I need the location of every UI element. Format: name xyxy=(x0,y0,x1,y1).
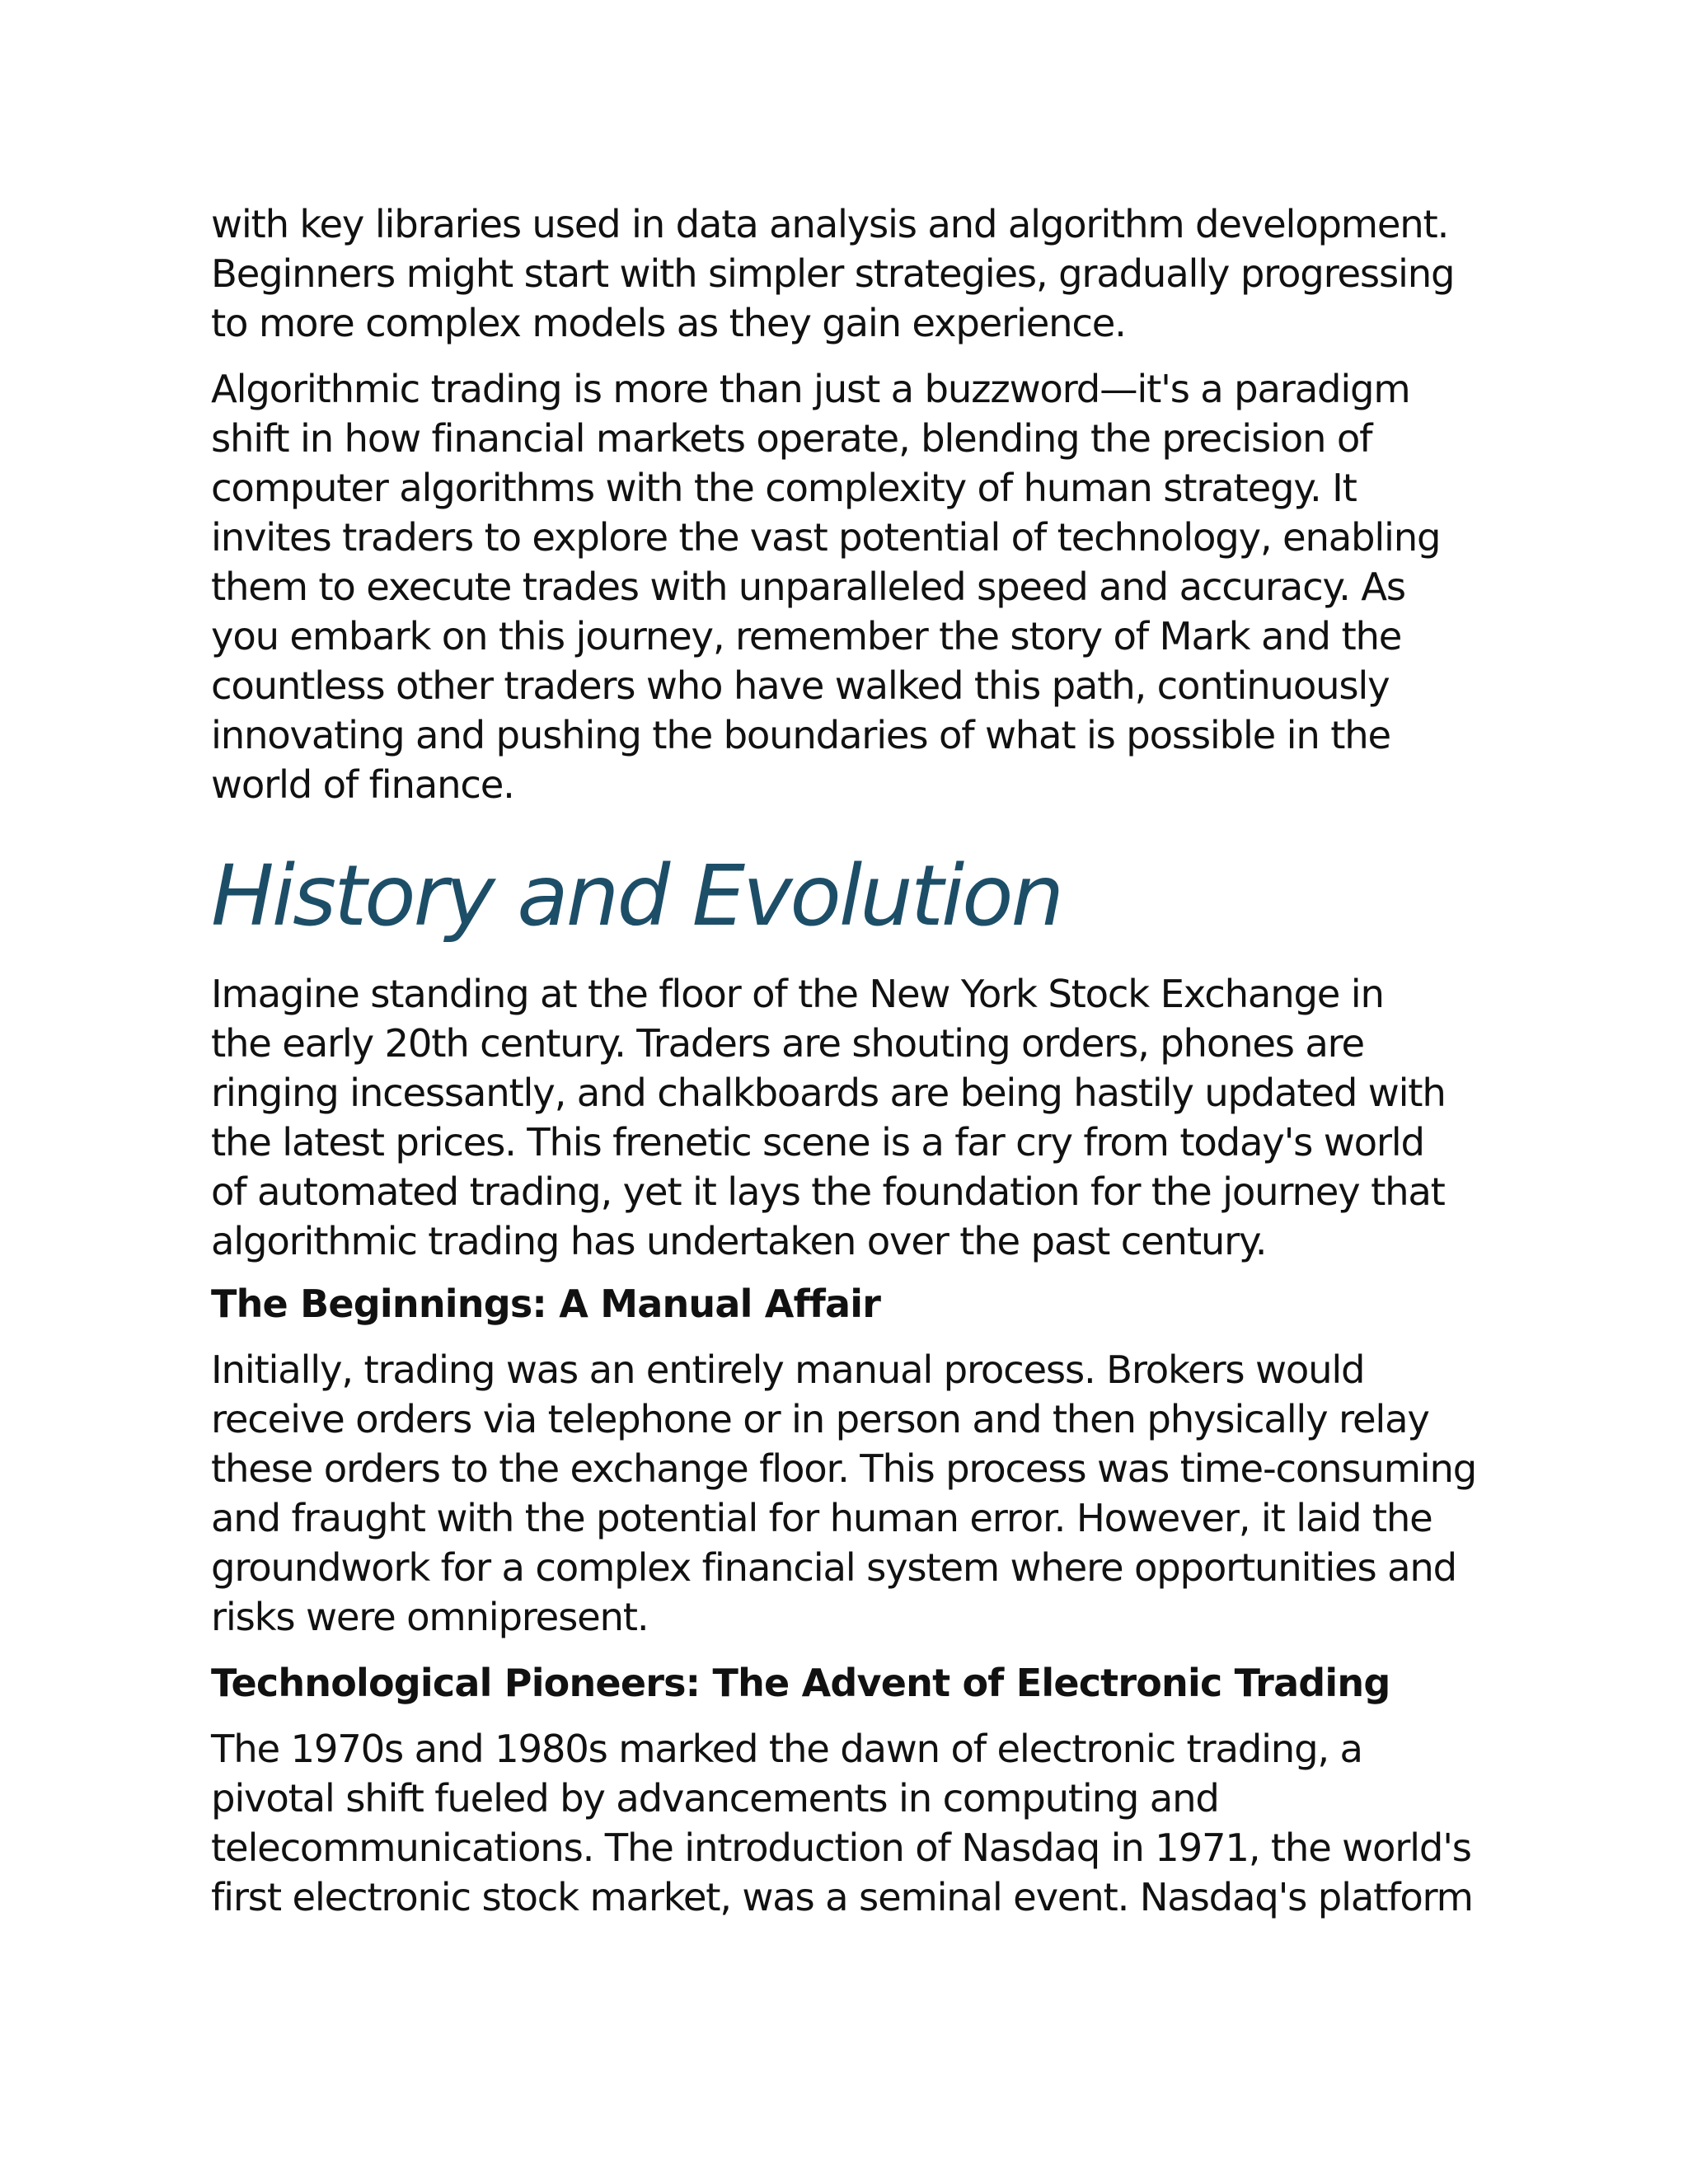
text-line: Beginners might start with simpler strategies, gradually progressing xyxy=(211,251,1455,296)
text-line: telecommunications. The introduction of Nasdaq in 1971, the world's xyxy=(211,1825,1471,1870)
paragraph-algorithmic-trading xyxy=(211,364,1497,809)
paragraph-electronic-trading xyxy=(211,1724,1497,1922)
text-line: first electronic stock market, was a seminal event. Nasdaq's platform xyxy=(211,1875,1473,1919)
paragraph-manual-trading xyxy=(211,1345,1497,1642)
text-line: the early 20th century. Traders are shouting orders, phones are xyxy=(211,1021,1364,1066)
text-line: world of finance. xyxy=(211,762,514,807)
subheading-technological-pioneers: Technological Pioneers: The Advent of Electronic Trading xyxy=(211,1661,1390,1705)
document-page xyxy=(211,199,1497,1922)
text-line: computer algorithms with the complexity of human strategy. It xyxy=(211,466,1357,510)
text-line: receive orders via telephone or in person and then physically relay xyxy=(211,1397,1429,1441)
text-line: and fraught with the potential for human error. However, it laid the xyxy=(211,1496,1432,1540)
text-line: Imagine standing at the floor of the New York Stock Exchange in xyxy=(211,972,1384,1016)
text-line: Initially, trading was an entirely manual process. Brokers would xyxy=(211,1347,1365,1392)
text-line: countless other traders who have walked this path, continuously xyxy=(211,663,1390,708)
text-line: ringing incessantly, and chalkboards are being hastily updated with xyxy=(211,1071,1446,1115)
text-line: you embark on this journey, remember the story of Mark and the xyxy=(211,614,1402,658)
text-line: of automated trading, yet it lays the foundation for the journey that xyxy=(211,1169,1445,1214)
paragraph-imagine-nyse xyxy=(211,969,1497,1266)
text-line: groundwork for a complex financial system where opportunities and xyxy=(211,1545,1456,1590)
text-line: innovating and pushing the boundaries of what is possible in the xyxy=(211,713,1390,757)
text-line: to more complex models as they gain experience. xyxy=(211,301,1126,345)
text-line: pivotal shift fueled by advancements in computing and xyxy=(211,1776,1219,1821)
text-line: with key libraries used in data analysis and algorithm development. xyxy=(211,202,1449,246)
paragraph-intro-continuation xyxy=(211,199,1497,348)
text-line: risks were omnipresent. xyxy=(211,1595,649,1639)
text-line: algorithmic trading has undertaken over the past century. xyxy=(211,1219,1267,1263)
text-line: Algorithmic trading is more than just a buzzword—it's a paradigm xyxy=(211,367,1410,411)
section-title: History and Evolution xyxy=(211,847,1062,945)
text-line: shift in how financial markets operate, blending the precision of xyxy=(211,416,1372,461)
text-line: the latest prices. This frenetic scene is a far cry from today's world xyxy=(211,1120,1424,1165)
text-line: invites traders to explore the vast potential of technology, enabling xyxy=(211,515,1441,560)
subheading-beginnings: The Beginnings: A Manual Affair xyxy=(211,1282,881,1326)
text-line: these orders to the exchange floor. This process was time-consuming xyxy=(211,1446,1477,1491)
text-line: The 1970s and 1980s marked the dawn of electronic trading, a xyxy=(211,1727,1362,1771)
text-line: them to execute trades with unparalleled speed and accuracy. As xyxy=(211,565,1405,609)
